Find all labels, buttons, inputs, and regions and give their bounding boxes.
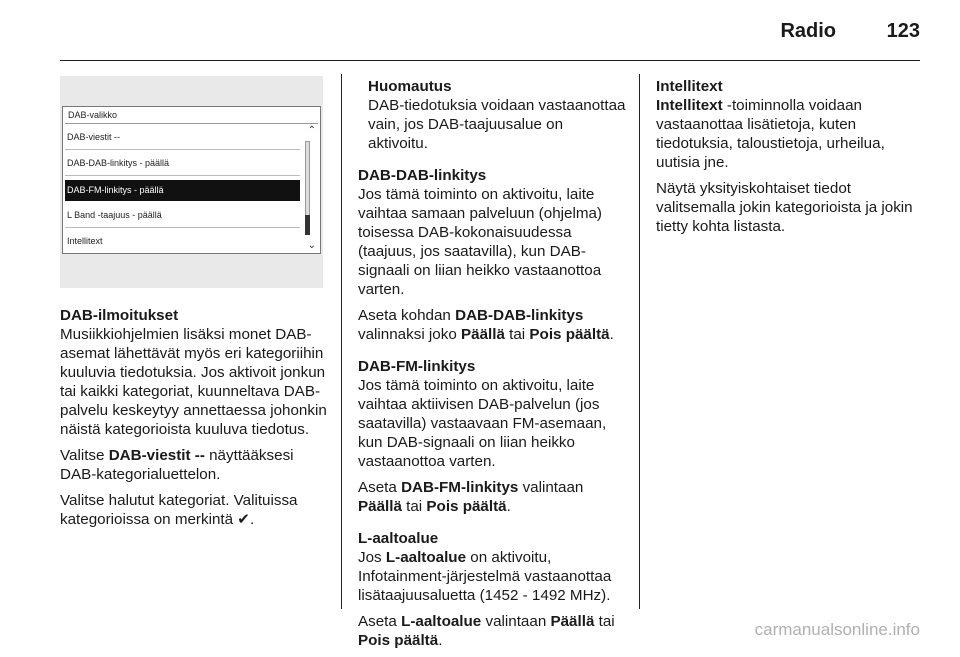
paragraph: Jos L-aaltoalue on aktivoitu, Infotainment-järjestelmä vastaanottaa lisätaajuusaluetta (1452 - 1492 MHz). [358, 549, 612, 604]
scroll-up-icon[interactable]: ⌃ [307, 125, 316, 136]
section-dab-fm [358, 357, 626, 516]
page-number: 123 [886, 20, 920, 42]
paragraph: Aseta L-aaltoalue valintaan Päällä tai Pois päältä. [358, 613, 615, 649]
menu-item-dab-fm-linkitys[interactable]: DAB-FM-linkitys - päällä [65, 180, 300, 201]
menu-item-l-band[interactable]: L Band -taajuus - päällä [67, 210, 162, 220]
heading-dab-ilmoitukset: DAB-ilmoitukset [60, 307, 179, 324]
menu-title: DAB-valikko [68, 110, 118, 120]
paragraph: Näytä yksityiskohtaiset tiedot valitsemalla jokin kategorioista ja jokin tietty kohta listasta. [656, 180, 913, 235]
note-title: Huomautus [368, 78, 452, 95]
column-3 [656, 77, 928, 243]
heading-dab-fm-linkitys: DAB-FM-linkitys [358, 358, 476, 375]
scroll-down-icon[interactable]: ⌄ [307, 240, 316, 251]
menu-item-dab-viestit[interactable]: DAB-viestit -- [67, 132, 121, 142]
column-divider-2 [639, 74, 640, 609]
paragraph: Jos tämä toiminto on aktivoitu, laite vaihtaa aktiivisen DAB-palvelun (jos saatavilla) vastaavaan FM-asemaan, kun DAB-signaali on liian heikko vastaanottoa varten. [358, 377, 607, 470]
menu-separator [65, 227, 300, 228]
paragraph: Valitse halutut kategoriat. Valituissa kategorioissa on merkintä ✔. [60, 492, 298, 528]
paragraph: Valitse DAB-viestit -- näyttääksesi DAB-kategorialuettelon. [60, 447, 294, 483]
watermark: carmanualsonline.info [754, 620, 920, 639]
heading-dab-dab-linkitys: DAB-DAB-linkitys [358, 167, 487, 184]
paragraph: Jos tämä toiminto on aktivoitu, laite vaihtaa samaan palveluun (ohjelma) toisessa DAB-kokonaisuudessa (taajuus, jos saatavilla), kun DAB-signaali on liian heikko vastaanottoa varten. [358, 186, 602, 298]
paragraph: Aseta kohdan DAB-DAB-linkitys valinnaksi joko Päällä tai Pois päältä. [358, 307, 614, 343]
menu-separator [65, 149, 300, 150]
column-1 [60, 306, 330, 536]
paragraph: Intellitext -toiminnolla voidaan vastaanottaa lisätietoja, kuten tiedotuksia, taloustietoja, urheilua, uutisia jne. [656, 97, 885, 171]
dab-menu [62, 106, 321, 254]
menu-item-intellitext[interactable]: Intellitext [67, 236, 103, 246]
paragraph: Musiikkiohjelmien lisäksi monet DAB-asemat lähettävät myös eri kategoriihin kuuluvia tiedotuksia. Jos aktivoit jonkun tai kaikki kategoriat, kuunneltava DAB-palvelu keskeytyy annettaessa johonkin näistä kategorioista kuuluva tiedotus. [60, 326, 327, 438]
scrollbar-thumb[interactable] [305, 215, 310, 235]
section-dab-dab [358, 166, 626, 344]
menu-item-dab-dab-linkitys[interactable]: DAB-DAB-linkitys - päällä [67, 158, 170, 168]
note-box [358, 77, 626, 153]
column-divider-1 [341, 74, 342, 609]
section-title: Radio [780, 20, 836, 42]
column-2 [358, 77, 626, 657]
paragraph: Aseta DAB-FM-linkitys valintaan Päällä tai Pois päältä. [358, 479, 584, 515]
section-l-aaltoalue [358, 529, 626, 650]
note-text: DAB-tiedotuksia voidaan vastaanottaa vain, jos DAB-taajuusalue on aktivoitu. [368, 97, 626, 152]
header-rule [60, 60, 920, 61]
heading-l-aaltoalue: L-aaltoalue [358, 530, 439, 547]
menu-separator [65, 175, 300, 176]
heading-intellitext: Intellitext [656, 78, 723, 95]
page-header [0, 0, 960, 62]
menu-title-rule [65, 123, 318, 124]
